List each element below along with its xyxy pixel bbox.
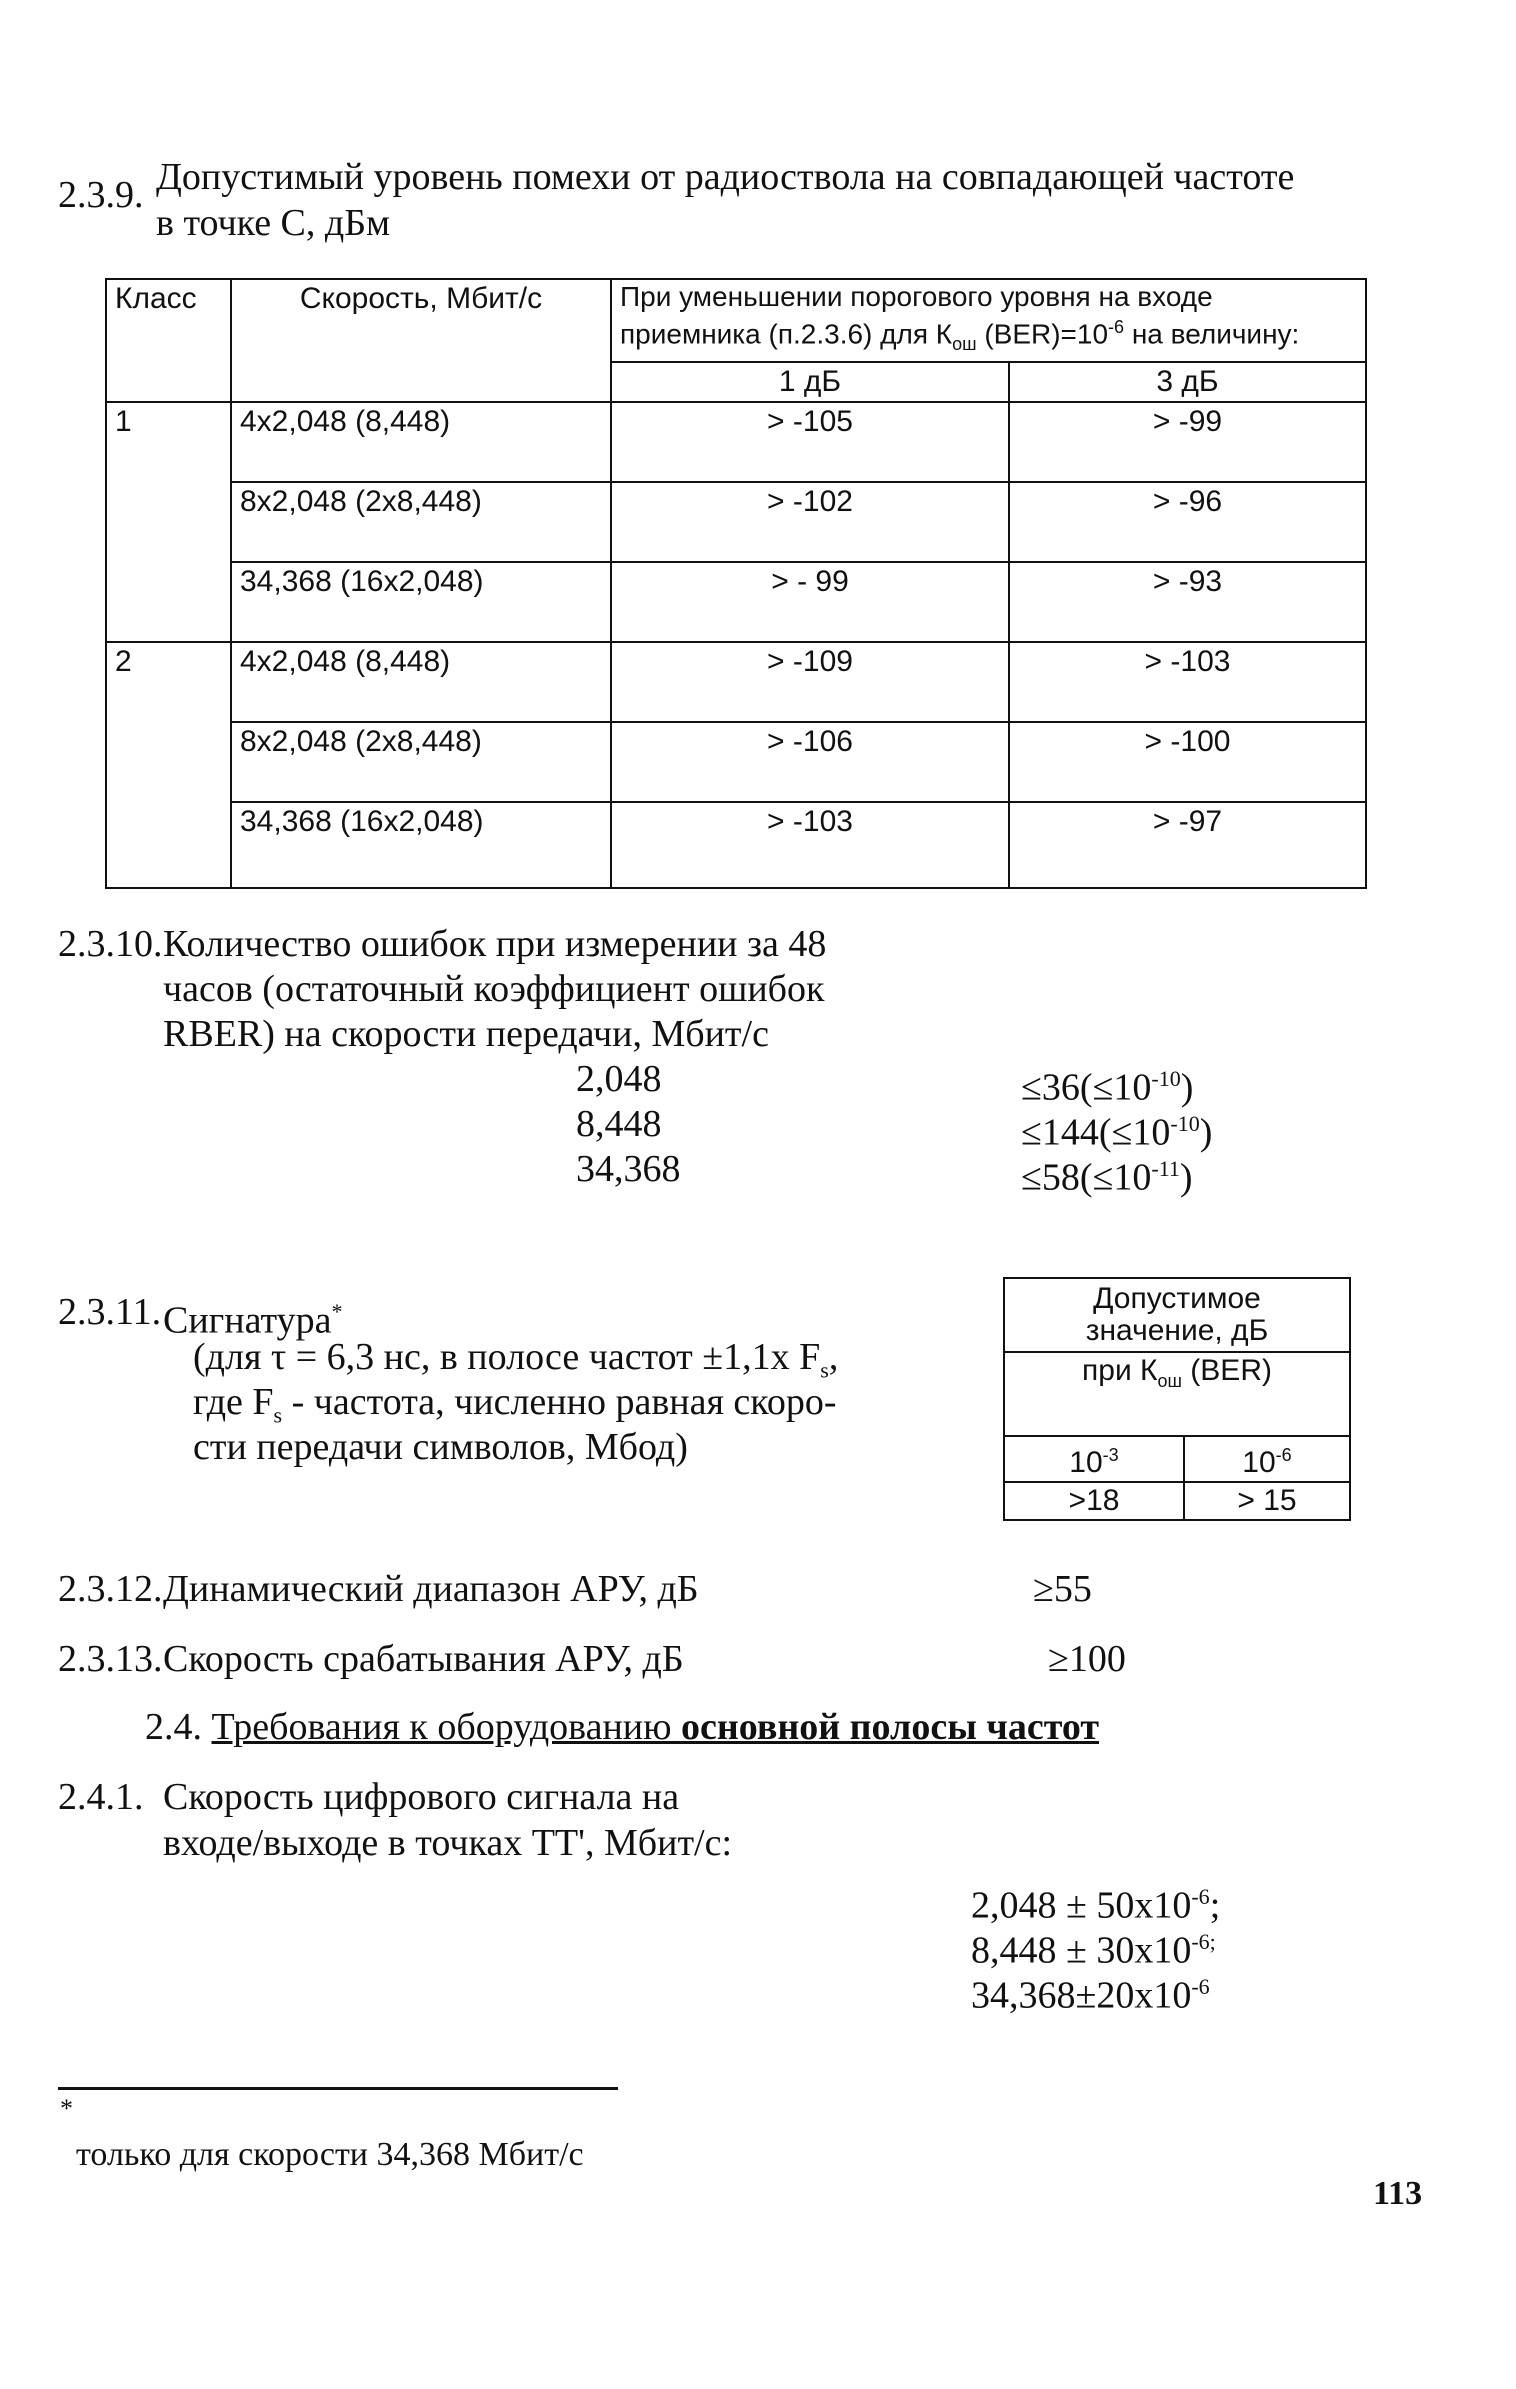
value-3db: > -100	[1009, 722, 1366, 802]
ber-col-2: $10^{-6}$	[1184, 1436, 1350, 1482]
value: ≥55	[1033, 1568, 1092, 1610]
section-number: 2.3.12.	[58, 1568, 163, 1610]
table-row	[106, 482, 1366, 562]
value-3db: > -96	[1009, 482, 1366, 562]
text-line: Скорость срабатывания АРУ, дБ	[163, 1638, 684, 1680]
header-speed: Скорость, Мбит/с	[231, 279, 611, 402]
header-3db: 3 дБ	[1009, 362, 1366, 402]
section-number: 2.3.9.	[58, 174, 144, 216]
rate-tolerance: $34,368\pm 20x10^{-6}$	[971, 1974, 1210, 2017]
error-limit: $\le 58(\le 10^{-11})$	[1021, 1156, 1193, 1199]
text-line: Скорость цифрового сигнала на	[163, 1776, 680, 1818]
footnote-star: *	[60, 2094, 73, 2123]
section-number: 2.3.10.	[58, 923, 163, 965]
table-row	[106, 402, 1366, 482]
section-number: 2.4.	[145, 1706, 202, 1748]
rate-value: 8,448	[576, 1103, 662, 1145]
rate-value: 2,048	[576, 1058, 662, 1100]
speed-cell: 34,368 (16x2,048)	[231, 562, 611, 642]
speed-cell: 4x2,048 (8,448)	[231, 642, 611, 722]
value-1db: > -109	[611, 642, 1009, 722]
text-line: Количество ошибок при измерении за 48	[163, 923, 827, 965]
section-2-3-12	[58, 1567, 1258, 1613]
value-3db: > -93	[1009, 562, 1366, 642]
text-line: входе/выходе в точках TT', Мбит/с:	[163, 1822, 733, 1864]
section-2-4	[145, 1705, 1099, 1749]
signature-value-1: >18	[1004, 1482, 1184, 1520]
section-2-3-11	[58, 1290, 958, 1490]
speed-cell: 34,368 (16x2,048)	[231, 802, 611, 888]
text-line: Динамический диапазон АРУ, дБ	[163, 1568, 699, 1610]
table-row	[106, 562, 1366, 642]
rate-value: 34,368	[576, 1148, 681, 1190]
section-2-3-13	[58, 1637, 1258, 1683]
value: ≥100	[1048, 1638, 1126, 1680]
text-line: часов (остаточный коэффициент ошибок	[163, 968, 825, 1010]
header-condition: При уменьшении порогового уровня на входе приемника (п.2.3.6) для $К_{ош}$ $(BER)=10^{-6}$ на величину:	[611, 279, 1366, 362]
value-3db: > -97	[1009, 802, 1366, 888]
rate-tolerance: $2,048 \pm 50x10^{-6}$;	[971, 1884, 1221, 1927]
header-1db: 1 дБ	[611, 362, 1009, 402]
section-2-4-1	[58, 1775, 1358, 2025]
section-title: Требования к оборудованию основной полосы частот	[211, 1706, 1100, 1748]
value-1db: > - 99	[611, 562, 1009, 642]
value-1db: > -106	[611, 722, 1009, 802]
header-allowed: Допустимое значение, дБ	[1004, 1278, 1350, 1352]
section-title-line1: Допустимый уровень помехи от радиоствола на совпадающей частоте	[156, 156, 1295, 198]
speed-cell: 8x2,048 (2x8,448)	[231, 482, 611, 562]
value-3db: > -103	[1009, 642, 1366, 722]
footnote-text: только для скорости 34,368 Мбит/с	[76, 2136, 584, 2173]
page-number: 113	[1373, 2175, 1423, 2212]
section-number: 2.3.13.	[58, 1638, 163, 1680]
footnote	[58, 2093, 758, 2173]
header-ber: при $К_{ош}$ (BER)	[1004, 1352, 1350, 1436]
section-number: 2.3.11.	[58, 1291, 162, 1333]
text-line: где $F_s$ - частота, численно равная скоро-	[193, 1381, 837, 1428]
value-1db: > -102	[611, 482, 1009, 562]
error-limit: $\le 36(\le 10^{-10})$	[1021, 1066, 1194, 1109]
interference-table	[105, 278, 1367, 889]
rate-tolerance: $8,448 \pm 30x10^{-6;}$	[971, 1929, 1216, 1972]
error-limit: $\le 144(\le 10^{-10})$	[1021, 1111, 1213, 1154]
text-line: RBER) на скорости передачи, Мбит/с	[163, 1013, 769, 1055]
section-2-3-10	[58, 922, 1258, 1202]
section-title-line2: в точке С, дБм	[156, 202, 391, 244]
speed-cell: 4x2,048 (8,448)	[231, 402, 611, 482]
class-cell: 2	[106, 642, 231, 888]
text-line: (для τ = 6,3 нс, в полосе частот ±1,1x $F_s$,	[193, 1336, 839, 1383]
table-row	[106, 642, 1366, 722]
section-title: Сигнатура*	[163, 1299, 343, 1342]
ber-col-1: $10^{-3}$	[1004, 1436, 1184, 1482]
value-1db: > -105	[611, 402, 1009, 482]
table-row	[106, 802, 1366, 888]
class-cell: 1	[106, 402, 231, 642]
value-1db: > -103	[611, 802, 1009, 888]
signature-value-2: > 15	[1184, 1482, 1350, 1520]
signature-table	[1003, 1277, 1351, 1521]
header-class: Класс	[106, 279, 231, 402]
value-3db: > -99	[1009, 402, 1366, 482]
footnote-rule	[58, 2087, 618, 2090]
table-row	[106, 722, 1366, 802]
speed-cell: 8x2,048 (2x8,448)	[231, 722, 611, 802]
text-line: сти передачи символов, Мбод)	[193, 1426, 688, 1468]
section-number: 2.4.1.	[58, 1776, 144, 1818]
